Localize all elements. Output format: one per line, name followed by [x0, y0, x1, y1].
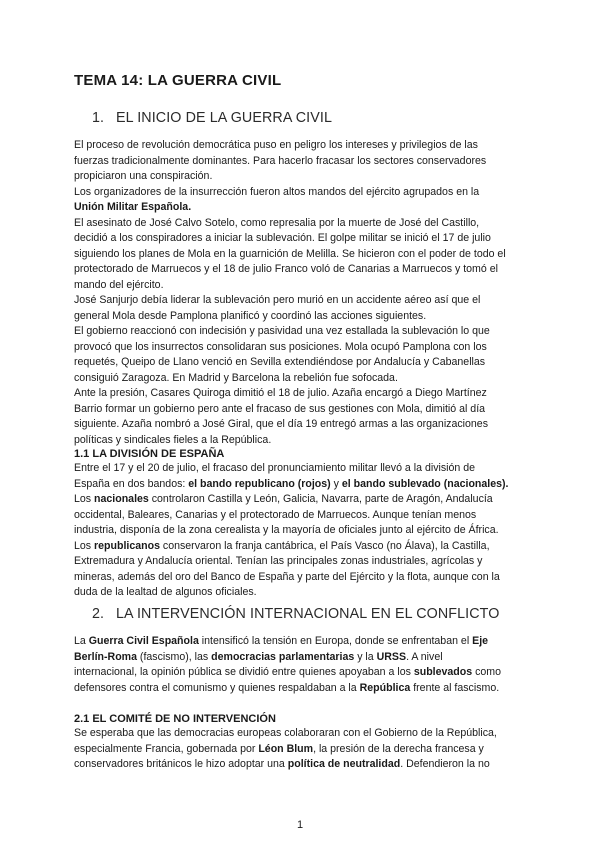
section-1-number: 1. — [92, 110, 105, 126]
text-line: occidental, Baleares, Canarias y el protectorado de Marruecos. Aunque tenían menos — [74, 508, 477, 521]
section-2-1-heading: 2.1 EL COMITÉ DE NO INTERVENCIÓN — [74, 713, 276, 725]
section-1-1-heading: 1.1 LA DIVISIÓN DE ESPAÑA — [74, 448, 225, 460]
section-2-heading — [92, 606, 499, 622]
text-line: Los organizadores de la insurrección fueron altos mandos del ejército agrupados en la — [74, 185, 480, 198]
text-line: especialmente Francia, gobernada por Léon Blum, la presión de la derecha francesa y — [74, 742, 484, 755]
text-line: Berlín-Roma (fascismo), las democracias parlamentarias y la URSS. A nivel — [74, 650, 443, 663]
text-line: Extremadura y Andalucía oriental. Tenían las principales zonas industriales, agrícolas y — [74, 555, 483, 567]
text-line: protectorado de Marruecos y el 18 de julio Franco voló de Canarias a Marruecos y tomó el — [74, 263, 498, 275]
text-line: El asesinato de José Calvo Sotelo, como represalia por la muerte de José del Castillo, — [74, 216, 480, 229]
document-title: TEMA 14: LA GUERRA CIVIL — [74, 72, 282, 89]
text-line: España en dos bandos: el bando republicano (rojos) y el bando sublevado (nacionales). — [74, 477, 509, 490]
text-line: Ante la presión, Casares Quiroga dimitió el 18 de julio. Azaña encargó a Diego Martínez — [74, 387, 487, 399]
text-line: mineras, además del oro del Banco de España y parte del Ejército y la flota, aunque con la — [74, 570, 500, 583]
text-line: internacional, la opinión pública se dividió entre quienes apoyaban a los sublevados como — [74, 666, 501, 678]
text-line: Entre el 17 y el 20 de julio, el fracaso del pronunciamiento militar llevó a la división de — [74, 462, 476, 474]
section-2-title: LA INTERVENCIÓN INTERNACIONAL EN EL CONFLICTO — [116, 606, 500, 622]
text-line: fuerzas tradicionalmente dominantes. Para hacerlo fracasar los sectores conservadores — [74, 154, 487, 167]
text-line: Unión Militar Española. — [74, 201, 192, 213]
paragraph-division — [74, 461, 534, 601]
paragraph-intervencion — [74, 634, 534, 696]
text-line: El proceso de revolución democrática puso en peligro los intereses y privilegios de las — [74, 139, 478, 151]
text-line: decidió a los conspiradores a iniciar la sublevación. El golpe militar se inició el 17 de julio — [74, 232, 491, 244]
section-1-title: EL INICIO DE LA GUERRA CIVIL — [116, 110, 332, 126]
text-line: siguiente. Azaña nombró a José Giral, que el día 19 entregó armas a las organizaciones — [74, 418, 488, 430]
text-line: José Sanjurjo debía liderar la sublevación pero murió en un accidente aéreo así que el — [74, 294, 481, 306]
paragraph-inicio — [74, 138, 534, 448]
text-line: Se esperaba que las democracias europeas colaboraran con el Gobierno de la República, — [74, 727, 497, 739]
page-number: 1 — [296, 819, 304, 831]
section-2-number: 2. — [92, 606, 105, 622]
text-line: Los nacionales controlaron Castilla y León, Galicia, Navarra, parte de Aragón, Andalucía — [74, 493, 493, 505]
text-line: Barrio formar un gobierno pero ante el fracaso de sus gestiones con Mola, dimitió al día — [74, 402, 486, 415]
text-line: consiguió Zaragoza. En Madrid y Barcelona la rebelión fue sofocada. — [74, 371, 398, 384]
text-line: requetés, Queipo de Llano venció en Sevilla extendiéndose por Andalucía y Cabanellas — [74, 356, 486, 368]
text-line: mando del ejército. — [74, 278, 164, 291]
text-line: conservadores británicos le hizo adoptar una política de neutralidad. Defendieron la no — [74, 758, 490, 770]
text-line: siguiendo los planes de Mola en la guarnición de Melilla. Se hicieron con el poder de todo el — [74, 247, 506, 260]
text-line: defensores contra el comunismo y quienes respaldaban a la República frente al fascismo. — [74, 681, 500, 694]
paragraph-comite — [74, 726, 534, 773]
text-line: La Guerra Civil Española intensificó la tensión en Europa, donde se enfrentaban el Eje — [74, 635, 489, 647]
text-line: propiciaron una conspiración. — [74, 170, 213, 182]
text-line: industria, disponía de la zona cerealista y la mayoría de oficiales junto al ejército de África. — [74, 524, 499, 536]
text-line: políticas y sindicales fieles a la República. — [74, 433, 272, 446]
text-line: Los republicanos conservaron la franja cantábrica, el País Vasco (no Álava), la Castilla, — [74, 539, 490, 552]
text-line: duda de la lealtad de algunos oficiales. — [74, 586, 257, 598]
text-line: El gobierno reaccionó con indecisión y pasividad una vez estallada la sublevación lo que — [74, 325, 490, 337]
section-1-heading — [92, 110, 332, 126]
text-line: provocó que los insurrectos consolidaran sus posiciones. Mola ocupó Pamplona con los — [74, 340, 487, 353]
text-line: general Mola desde Pamplona planificó y coordinó las acciones siguientes. — [74, 309, 427, 322]
